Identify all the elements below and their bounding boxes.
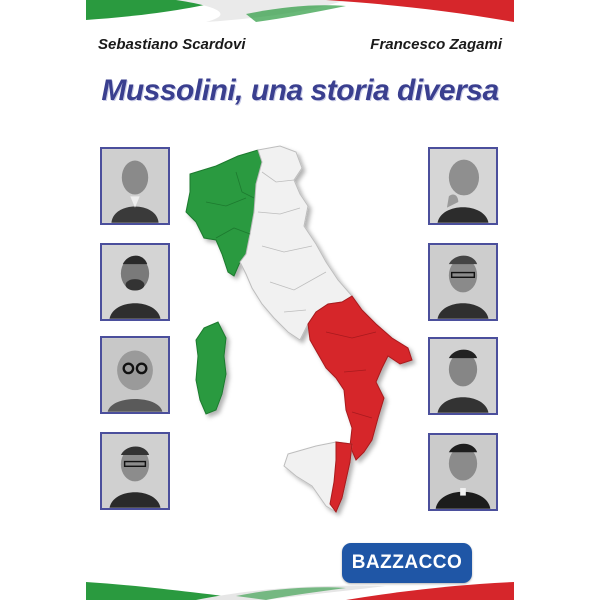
portrait-man-8 [428, 433, 498, 511]
portrait-man-3 [100, 336, 170, 414]
map-south-red [308, 296, 412, 460]
portrait-man-1 [100, 147, 170, 225]
portrait-man-2 [100, 243, 170, 321]
portrait-man-6 [428, 243, 498, 321]
flag-ribbon-bottom [86, 572, 514, 600]
book-title: Mussolini, una storia diversa [101, 74, 499, 107]
italy-map [176, 142, 426, 532]
portrait-man-5 [428, 147, 498, 225]
flag-ribbon-top [86, 0, 514, 26]
portrait-man-7 [428, 337, 498, 415]
map-sardinia-green [196, 322, 226, 414]
portrait-man-4 [100, 432, 170, 510]
book-cover [86, 0, 514, 600]
publisher-logo: BAZZACCO [342, 543, 472, 583]
author-left: Sebastiano Scardovi [98, 36, 246, 53]
author-right: Francesco Zagami [370, 36, 502, 53]
